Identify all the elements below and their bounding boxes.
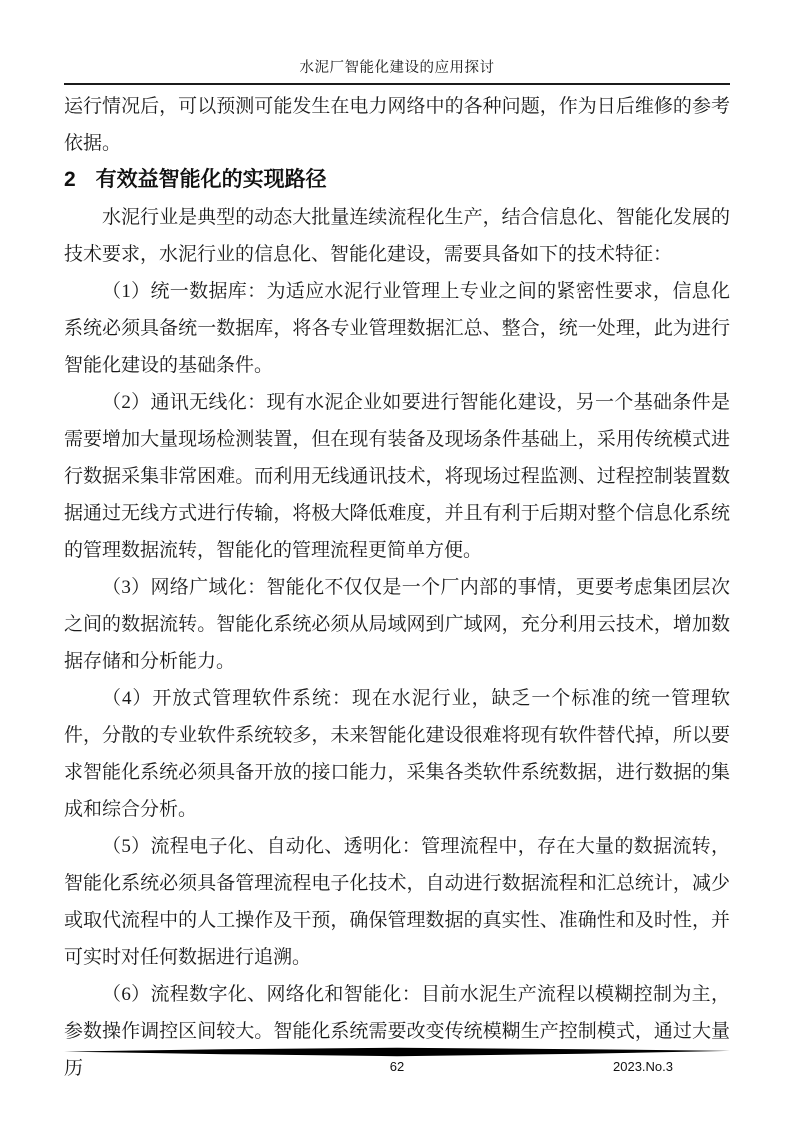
section-heading (64, 164, 730, 196)
running-title: 水泥厂智能化建设的应用探讨 (299, 60, 495, 76)
paragraph: （1）统一数据库：为适应水泥行业管理上专业之间的紧密性要求，信息化系统必须具备统一数据库，将各专业管理数据汇总、整合，统一处理，此为进行智能化建设的基础条件。 (64, 281, 730, 376)
paragraph-continuation: 运行情况后，可以预测可能发生在电力网络中的各种问题，作为日后维修的参考依据。 (64, 96, 730, 154)
page-number: 62 (389, 1059, 405, 1074)
paragraph: （6）流程数字化、网络化和智能化：目前水泥生产流程以模糊控制为主，参数操作调控区间较大。智能化系统需要改变传统模糊生产控制模式，通过大量历 (64, 984, 730, 1079)
header-rule (64, 83, 730, 85)
issue-label: 2023.No.3 (613, 1059, 673, 1074)
page-header (64, 58, 730, 85)
paragraph: 水泥行业是典型的动态大批量连续流程化生产，结合信息化、智能化发展的技术要求，水泥行业的信息化、智能化建设，需要具备如下的技术特征： (64, 207, 730, 265)
section-number: 2 (64, 168, 76, 191)
footer-row (64, 1058, 730, 1076)
page-footer (64, 1047, 730, 1076)
paragraph: （2）通讯无线化：现有水泥企业如要进行智能化建设，另一个基础条件是需要增加大量现场检测装置，但在现有装备及现场条件基础上，采用传统模式进行数据采集非常困难。而利用无线通讯技术，将现场过程监测、过程控制装置数据通过无线方式进行传输，将极大降低难度，并且有利于后期对整个信息化系统的管理数据流转，智能化的管理流程更简单方便。 (64, 392, 730, 561)
footer-divider-bar (64, 1047, 730, 1057)
section-title: 有效益智能化的实现路径 (95, 168, 327, 191)
paragraph: （5）流程电子化、自动化、透明化：管理流程中，存在大量的数据流转，智能化系统必须具备管理流程电子化技术，自动进行数据流程和汇总统计，减少或取代流程中的人工操作及干预，确保管理数据的真实性、准确性和及时性，并可实时对任何数据进行追溯。 (64, 836, 730, 968)
paragraph: （3）网络广域化：智能化不仅仅是一个厂内部的事情，更要考虑集团层次之间的数据流转。智能化系统必须从局域网到广域网，充分利用云技术，增加数据存储和分析能力。 (64, 577, 730, 672)
page-body (64, 88, 730, 1087)
paragraph: （4）开放式管理软件系统：现在水泥行业，缺乏一个标准的统一管理软件，分散的专业软件系统较多，未来智能化建设很难将现有软件替代掉，所以要求智能化系统必须具备开放的接口能力，采集各类软件系统数据，进行数据的集成和综合分析。 (64, 688, 730, 820)
